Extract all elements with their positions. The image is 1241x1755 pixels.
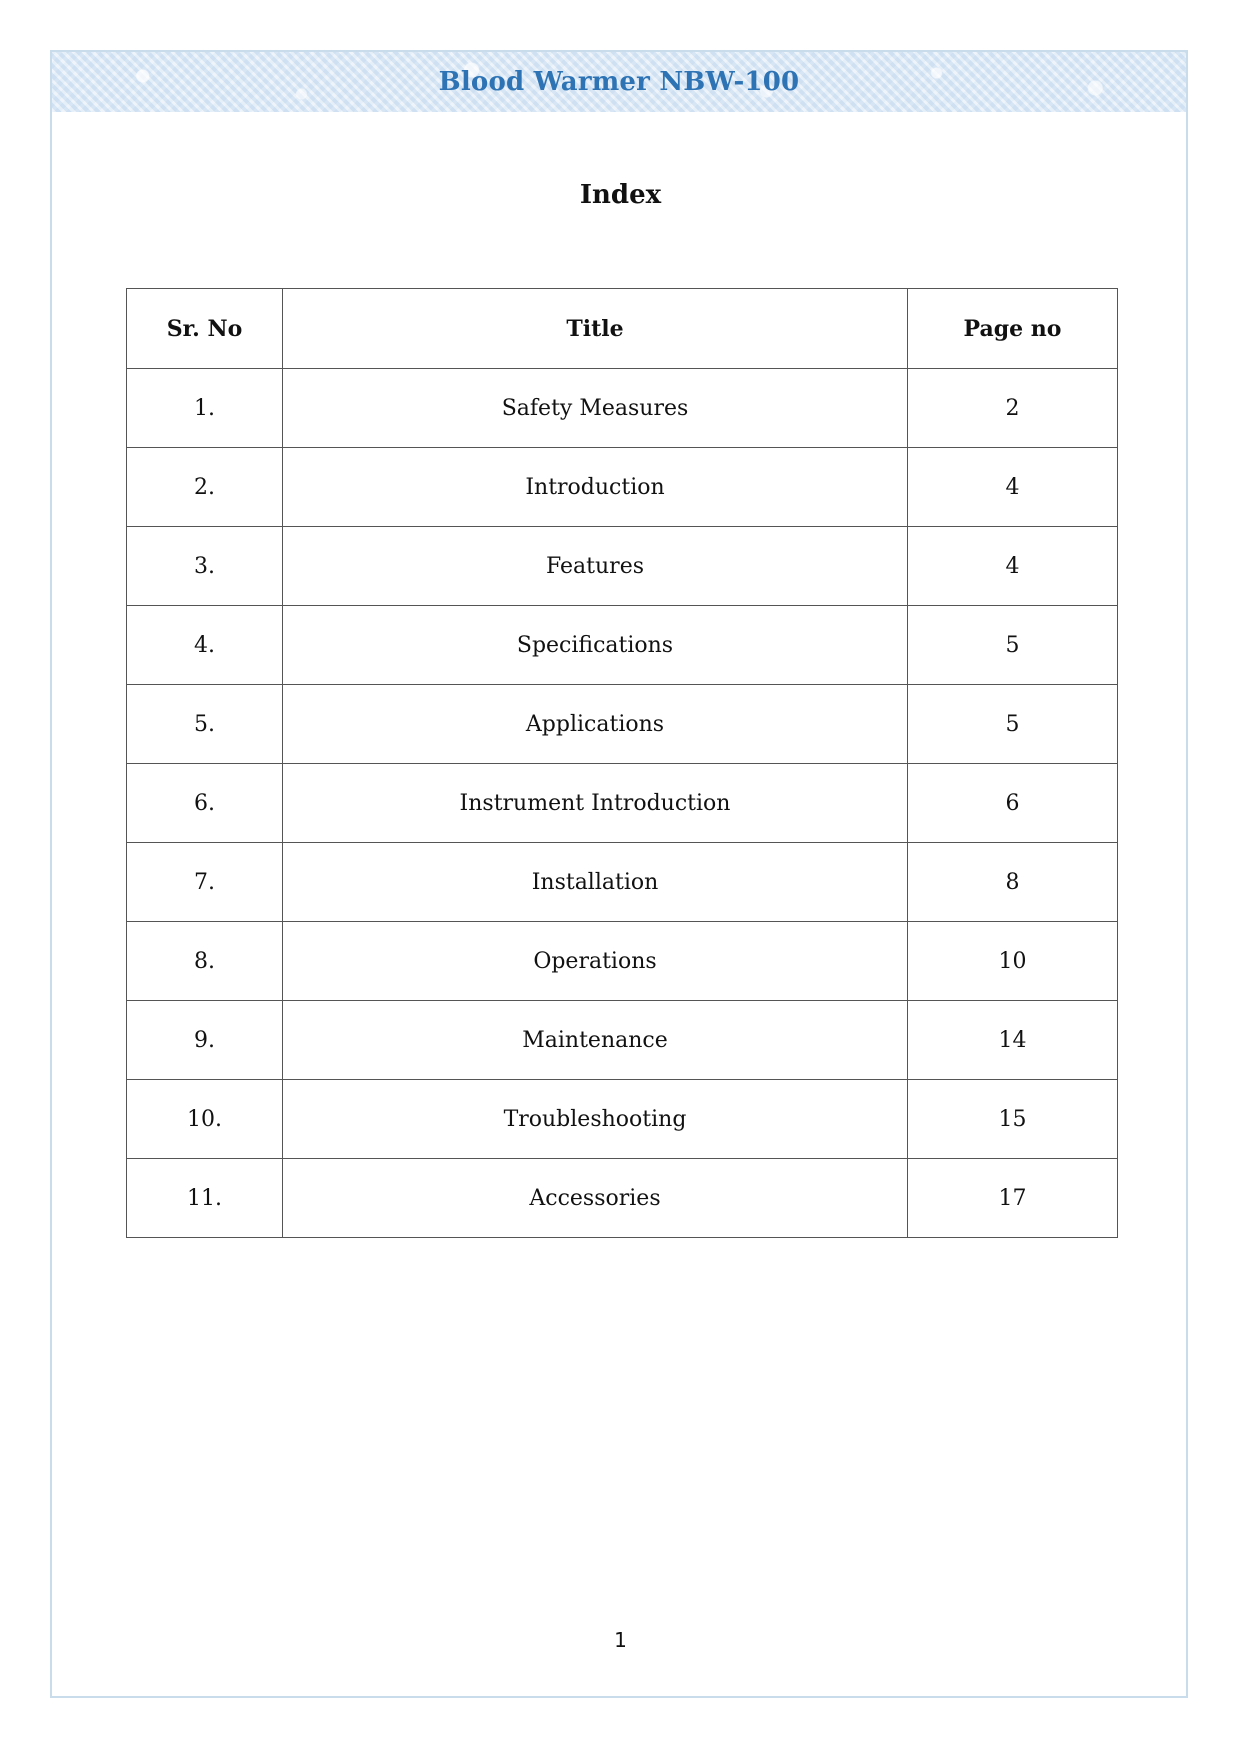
row-title: Safety Measures <box>283 369 908 448</box>
table-row <box>127 369 1118 448</box>
row-title: Accessories <box>283 1159 908 1238</box>
row-page-no: 15 <box>908 1080 1118 1159</box>
row-page-no: 4 <box>908 527 1118 606</box>
table-row <box>127 685 1118 764</box>
row-title: Instrument Introduction <box>283 764 908 843</box>
row-sr-no: 6. <box>127 764 283 843</box>
column-header-page-no: Page no <box>908 289 1118 369</box>
table-row <box>127 606 1118 685</box>
index-heading: Index <box>579 180 662 210</box>
table-row <box>127 1001 1118 1080</box>
row-sr-no: 5. <box>127 685 283 764</box>
table-row <box>127 1080 1118 1159</box>
table-row <box>127 764 1118 843</box>
row-title: Applications <box>283 685 908 764</box>
row-page-no: 17 <box>908 1159 1118 1238</box>
table-row <box>127 922 1118 1001</box>
row-sr-no: 3. <box>127 527 283 606</box>
row-page-no: 6 <box>908 764 1118 843</box>
table-row <box>127 843 1118 922</box>
row-title: Installation <box>283 843 908 922</box>
row-sr-no: 8. <box>127 922 283 1001</box>
row-title: Features <box>283 527 908 606</box>
table-row <box>127 448 1118 527</box>
row-page-no: 14 <box>908 1001 1118 1080</box>
document-title: Blood Warmer NBW-100 <box>438 67 800 97</box>
row-page-no: 8 <box>908 843 1118 922</box>
row-sr-no: 10. <box>127 1080 283 1159</box>
row-page-no: 4 <box>908 448 1118 527</box>
column-header-title: Title <box>283 289 908 369</box>
row-sr-no: 11. <box>127 1159 283 1238</box>
row-title: Specifications <box>283 606 908 685</box>
row-page-no: 10 <box>908 922 1118 1001</box>
table-row <box>127 1159 1118 1238</box>
index-table <box>126 288 1118 1238</box>
row-title: Troubleshooting <box>283 1080 908 1159</box>
row-sr-no: 7. <box>127 843 283 922</box>
page-number: 1 <box>614 1628 627 1652</box>
row-page-no: 2 <box>908 369 1118 448</box>
row-page-no: 5 <box>908 685 1118 764</box>
row-sr-no: 2. <box>127 448 283 527</box>
row-title: Introduction <box>283 448 908 527</box>
row-sr-no: 1. <box>127 369 283 448</box>
table-header-row <box>127 289 1118 369</box>
table-row <box>127 527 1118 606</box>
row-title: Maintenance <box>283 1001 908 1080</box>
column-header-sr-no: Sr. No <box>127 289 283 369</box>
row-sr-no: 4. <box>127 606 283 685</box>
row-page-no: 5 <box>908 606 1118 685</box>
row-title: Operations <box>283 922 908 1001</box>
row-sr-no: 9. <box>127 1001 283 1080</box>
header-banner <box>52 52 1186 112</box>
